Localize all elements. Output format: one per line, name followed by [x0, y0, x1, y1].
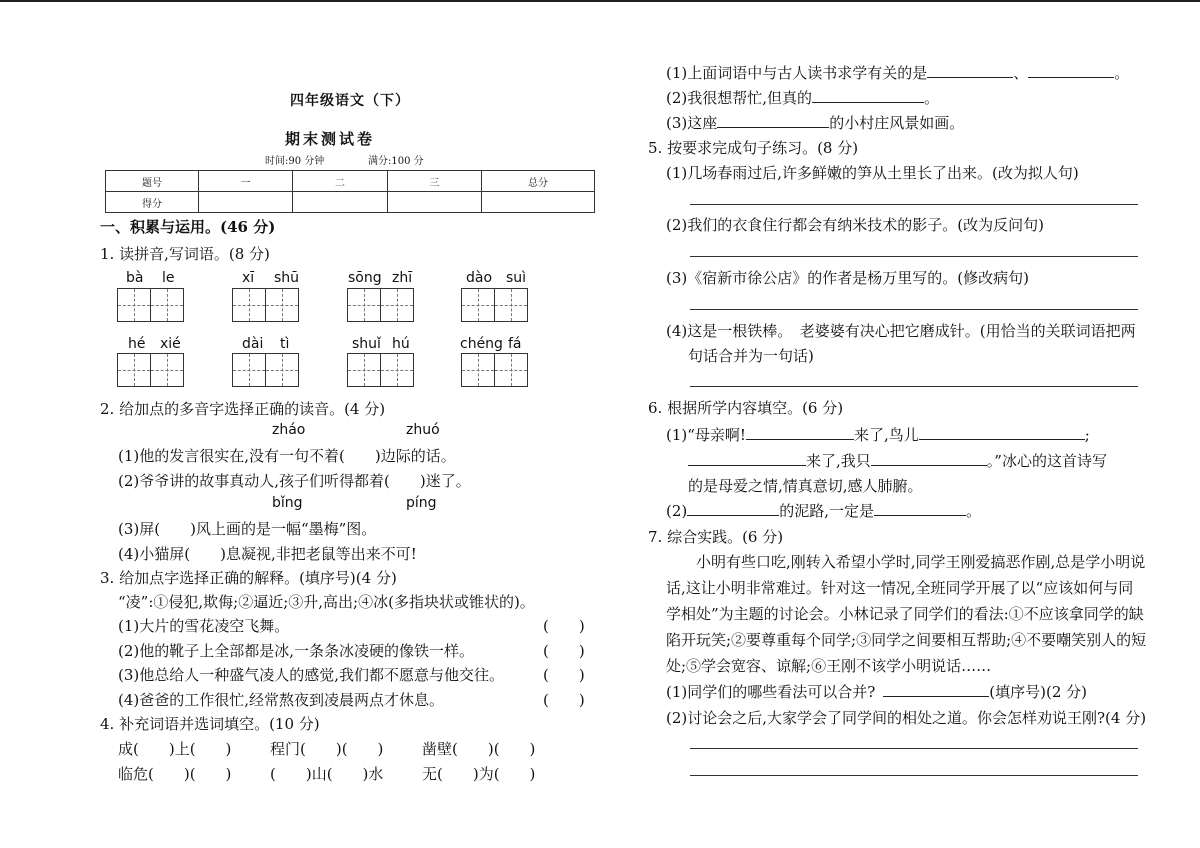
- idiom-blank[interactable]: 凿壁( )( ): [422, 740, 536, 758]
- q1-title: 1. 读拼音,写词语。(8 分): [100, 245, 270, 263]
- answer-line[interactable]: [690, 256, 1138, 257]
- score-table: [105, 170, 595, 213]
- pinyin: xī: [242, 270, 255, 286]
- exam-time: 时间:90 分钟: [265, 156, 325, 167]
- char-grid[interactable]: [461, 353, 528, 387]
- pinyin: zhī: [392, 270, 413, 286]
- q6-l1-text: (1)“母亲啊!: [666, 426, 746, 444]
- pinyin: dào: [466, 270, 493, 286]
- pinyin: zhuó: [406, 422, 440, 438]
- fill-blank[interactable]: [812, 88, 924, 103]
- char-grid[interactable]: [461, 288, 528, 322]
- q3-line: (1)大片的雪花凌空飞舞。: [118, 617, 290, 635]
- char-grid[interactable]: [347, 288, 414, 322]
- q5-title: 5. 按要求完成句子练习。(8 分): [648, 139, 859, 157]
- pinyin: shuǐ: [352, 336, 381, 352]
- q4-sub1: [666, 62, 1129, 83]
- q7-q1-end: (填序号)(2 分): [989, 683, 1088, 701]
- fill-blank[interactable]: [883, 682, 989, 697]
- answer-line[interactable]: [690, 204, 1138, 205]
- pinyin: xié: [160, 336, 181, 352]
- grade-title: 四年级语文（下）: [290, 93, 410, 109]
- fill-blank[interactable]: [717, 113, 829, 128]
- q6-l4-end: 。: [966, 502, 982, 520]
- q2-line: (1)他的发言很实在,没有一句不着( )边际的话。: [118, 447, 456, 465]
- q6-l2-text2: 。”冰心的这首诗写: [986, 452, 1107, 470]
- q7-q1: [666, 681, 1087, 702]
- score-header-cell: 一: [199, 171, 293, 192]
- char-grid[interactable]: [117, 288, 184, 322]
- score-row-label: 得分: [106, 192, 199, 213]
- q6-l4: [666, 500, 981, 521]
- q3-definition: “凌”:①侵犯,欺侮;②逼近;③升,高出;④冰(多指块状或锥状的)。: [118, 593, 535, 611]
- answer-line[interactable]: [690, 775, 1138, 776]
- q6-l4-text2: 的泥路,一定是: [779, 502, 875, 520]
- q6-l3: 的是母爱之情,情真意切,感人肺腑。: [688, 477, 923, 495]
- pinyin: zháo: [272, 422, 306, 438]
- pinyin: hé: [128, 336, 146, 352]
- pinyin: fá: [508, 336, 522, 352]
- section1-title: 一、积累与运用。(46 分): [100, 218, 276, 236]
- q4-sub3-text: (3)这座: [666, 114, 718, 132]
- answer-line[interactable]: [690, 386, 1138, 387]
- pinyin: le: [162, 270, 175, 286]
- q4-sub2-end: 。: [924, 89, 940, 107]
- score-cell[interactable]: [387, 192, 481, 213]
- fill-blank[interactable]: [746, 425, 854, 440]
- q4-sub2: [666, 87, 939, 108]
- q5-s1: (1)几场春雨过后,许多鲜嫩的笋从土里长了出来。(改为拟人句): [666, 164, 1079, 182]
- q3-line: (4)爸爸的工作很忙,经常熬夜到凌晨两点才休息。: [118, 691, 445, 709]
- fill-blank[interactable]: [1028, 63, 1114, 78]
- q7-q1-text: (1)同学们的哪些看法可以合并?: [666, 683, 876, 701]
- q5-s2: (2)我们的衣食住行都会有纳米技术的影子。(改为反问句): [666, 216, 1044, 234]
- q4-sub3: [666, 112, 964, 133]
- idiom-blank[interactable]: 成( )上( ): [118, 740, 232, 758]
- exam-title: 期末测试卷: [285, 130, 376, 148]
- q6-l4-text: (2): [666, 502, 688, 520]
- q5-s4a: (4)这是一根铁棒。 老婆婆有决心把它磨成针。(用恰当的关联词语把两: [666, 322, 1136, 340]
- answer-line[interactable]: [690, 748, 1138, 749]
- pinyin: dài: [242, 336, 264, 352]
- q7-q2: (2)讨论会之后,大家学会了同学间的相处之道。你会怎样劝说王刚?(4 分): [666, 709, 1147, 727]
- q6-l2-text: 来了,我只: [806, 452, 871, 470]
- idiom-blank[interactable]: 临危( )( ): [118, 765, 232, 783]
- score-cell[interactable]: [199, 192, 293, 213]
- q3-title: 3. 给加点字选择正确的解释。(填序号)(4 分): [100, 569, 397, 587]
- pinyin: sōng: [348, 270, 382, 286]
- q7-paragraph-line: 处;⑤学会宽容、谅解;⑥王刚不该学小明说话……: [666, 657, 992, 675]
- pinyin: tì: [280, 336, 290, 352]
- answer-line[interactable]: [690, 309, 1138, 310]
- score-header-cell: 题号: [106, 171, 199, 192]
- score-cell[interactable]: [482, 192, 595, 213]
- top-border: [0, 0, 1200, 2]
- q7-paragraph-line: 学相处”为主题的讨论会。小林记录了同学们的看法:①不应该拿同学的缺: [666, 605, 1144, 623]
- q4-title: 4. 补充词语并选词填空。(10 分): [100, 715, 320, 733]
- q7-paragraph-line: 话,这让小明非常难过。针对这一情况,全班同学开展了以“应该如何与同: [666, 579, 1134, 597]
- idiom-blank[interactable]: 无( )为( ): [422, 765, 536, 783]
- answer-paren[interactable]: ( ): [543, 642, 585, 660]
- q6-l1-end: ;: [1084, 426, 1090, 444]
- q5-s4b: 句话合并为一句话): [688, 347, 814, 365]
- score-header-cell: 总分: [482, 171, 595, 192]
- char-grid[interactable]: [117, 353, 184, 387]
- char-grid[interactable]: [232, 353, 299, 387]
- score-header-cell: 三: [387, 171, 481, 192]
- fill-blank[interactable]: [927, 63, 1013, 78]
- fill-blank[interactable]: [874, 501, 966, 516]
- answer-paren[interactable]: ( ): [543, 617, 585, 635]
- pinyin: bà: [126, 270, 144, 286]
- score-header-cell: 二: [293, 171, 387, 192]
- pinyin: bǐng: [272, 495, 303, 511]
- q6-l2: [688, 450, 1107, 471]
- q6-l1-text2: 来了,鸟儿: [853, 426, 919, 444]
- fill-blank[interactable]: [687, 501, 779, 516]
- q4-sub1-sep: 、: [1013, 64, 1029, 82]
- q7-paragraph-line: 陷开玩笑;②要尊重每个同学;③同学之间要相互帮助;④不要嘲笑别人的短: [666, 631, 1147, 649]
- fill-blank[interactable]: [688, 451, 806, 466]
- fill-blank[interactable]: [919, 425, 1085, 440]
- q6-l1: [666, 424, 1090, 445]
- fill-blank[interactable]: [871, 451, 987, 466]
- q7-title: 7. 综合实践。(6 分): [648, 528, 784, 546]
- char-grid[interactable]: [347, 353, 414, 387]
- q4-sub3-end: 的小村庄风景如画。: [829, 114, 965, 132]
- score-cell[interactable]: [293, 192, 387, 213]
- q4-sub2-text: (2)我很想帮忙,但真的: [666, 89, 813, 107]
- q2-line: (2)爷爷讲的故事真动人,孩子们听得都着( )迷了。: [118, 472, 471, 490]
- q4-sub1-end: 。: [1114, 64, 1130, 82]
- q6-title: 6. 根据所学内容填空。(6 分): [648, 399, 844, 417]
- q2-title: 2. 给加点的多音字选择正确的读音。(4 分): [100, 400, 386, 418]
- q2-line: (3)屏( )风上画的是一幅“墨梅”图。: [118, 520, 377, 538]
- char-grid[interactable]: [232, 288, 299, 322]
- q4-sub1-text: (1)上面词语中与古人读书求学有关的是: [666, 64, 928, 82]
- pinyin: shū: [274, 270, 300, 286]
- q3-line: (3)他总给人一种盛气凌人的感觉,我们都不愿意与他交往。: [118, 666, 505, 684]
- pinyin: píng: [406, 495, 437, 511]
- q7-paragraph-line: 小明有些口吃,刚转入希望小学时,同学王刚爱搞恶作剧,总是学小明说: [696, 553, 1146, 571]
- pinyin: chéng: [460, 336, 503, 352]
- q5-s3: (3)《宿新市徐公店》的作者是杨万里写的。(修改病句): [666, 269, 1029, 287]
- answer-paren[interactable]: ( ): [543, 691, 585, 709]
- q3-line: (2)他的靴子上全部都是冰,一条条冰凌硬的像铁一样。: [118, 642, 475, 660]
- pinyin: hú: [392, 336, 410, 352]
- idiom-blank[interactable]: 程门( )( ): [270, 740, 384, 758]
- answer-paren[interactable]: ( ): [543, 666, 585, 684]
- q2-line: (4)小猫屏( )息凝视,非把老鼠等出来不可!: [118, 545, 417, 563]
- exam-score: 满分:100 分: [368, 156, 424, 167]
- pinyin: suì: [506, 270, 527, 286]
- idiom-blank[interactable]: ( )山( )水: [270, 765, 384, 783]
